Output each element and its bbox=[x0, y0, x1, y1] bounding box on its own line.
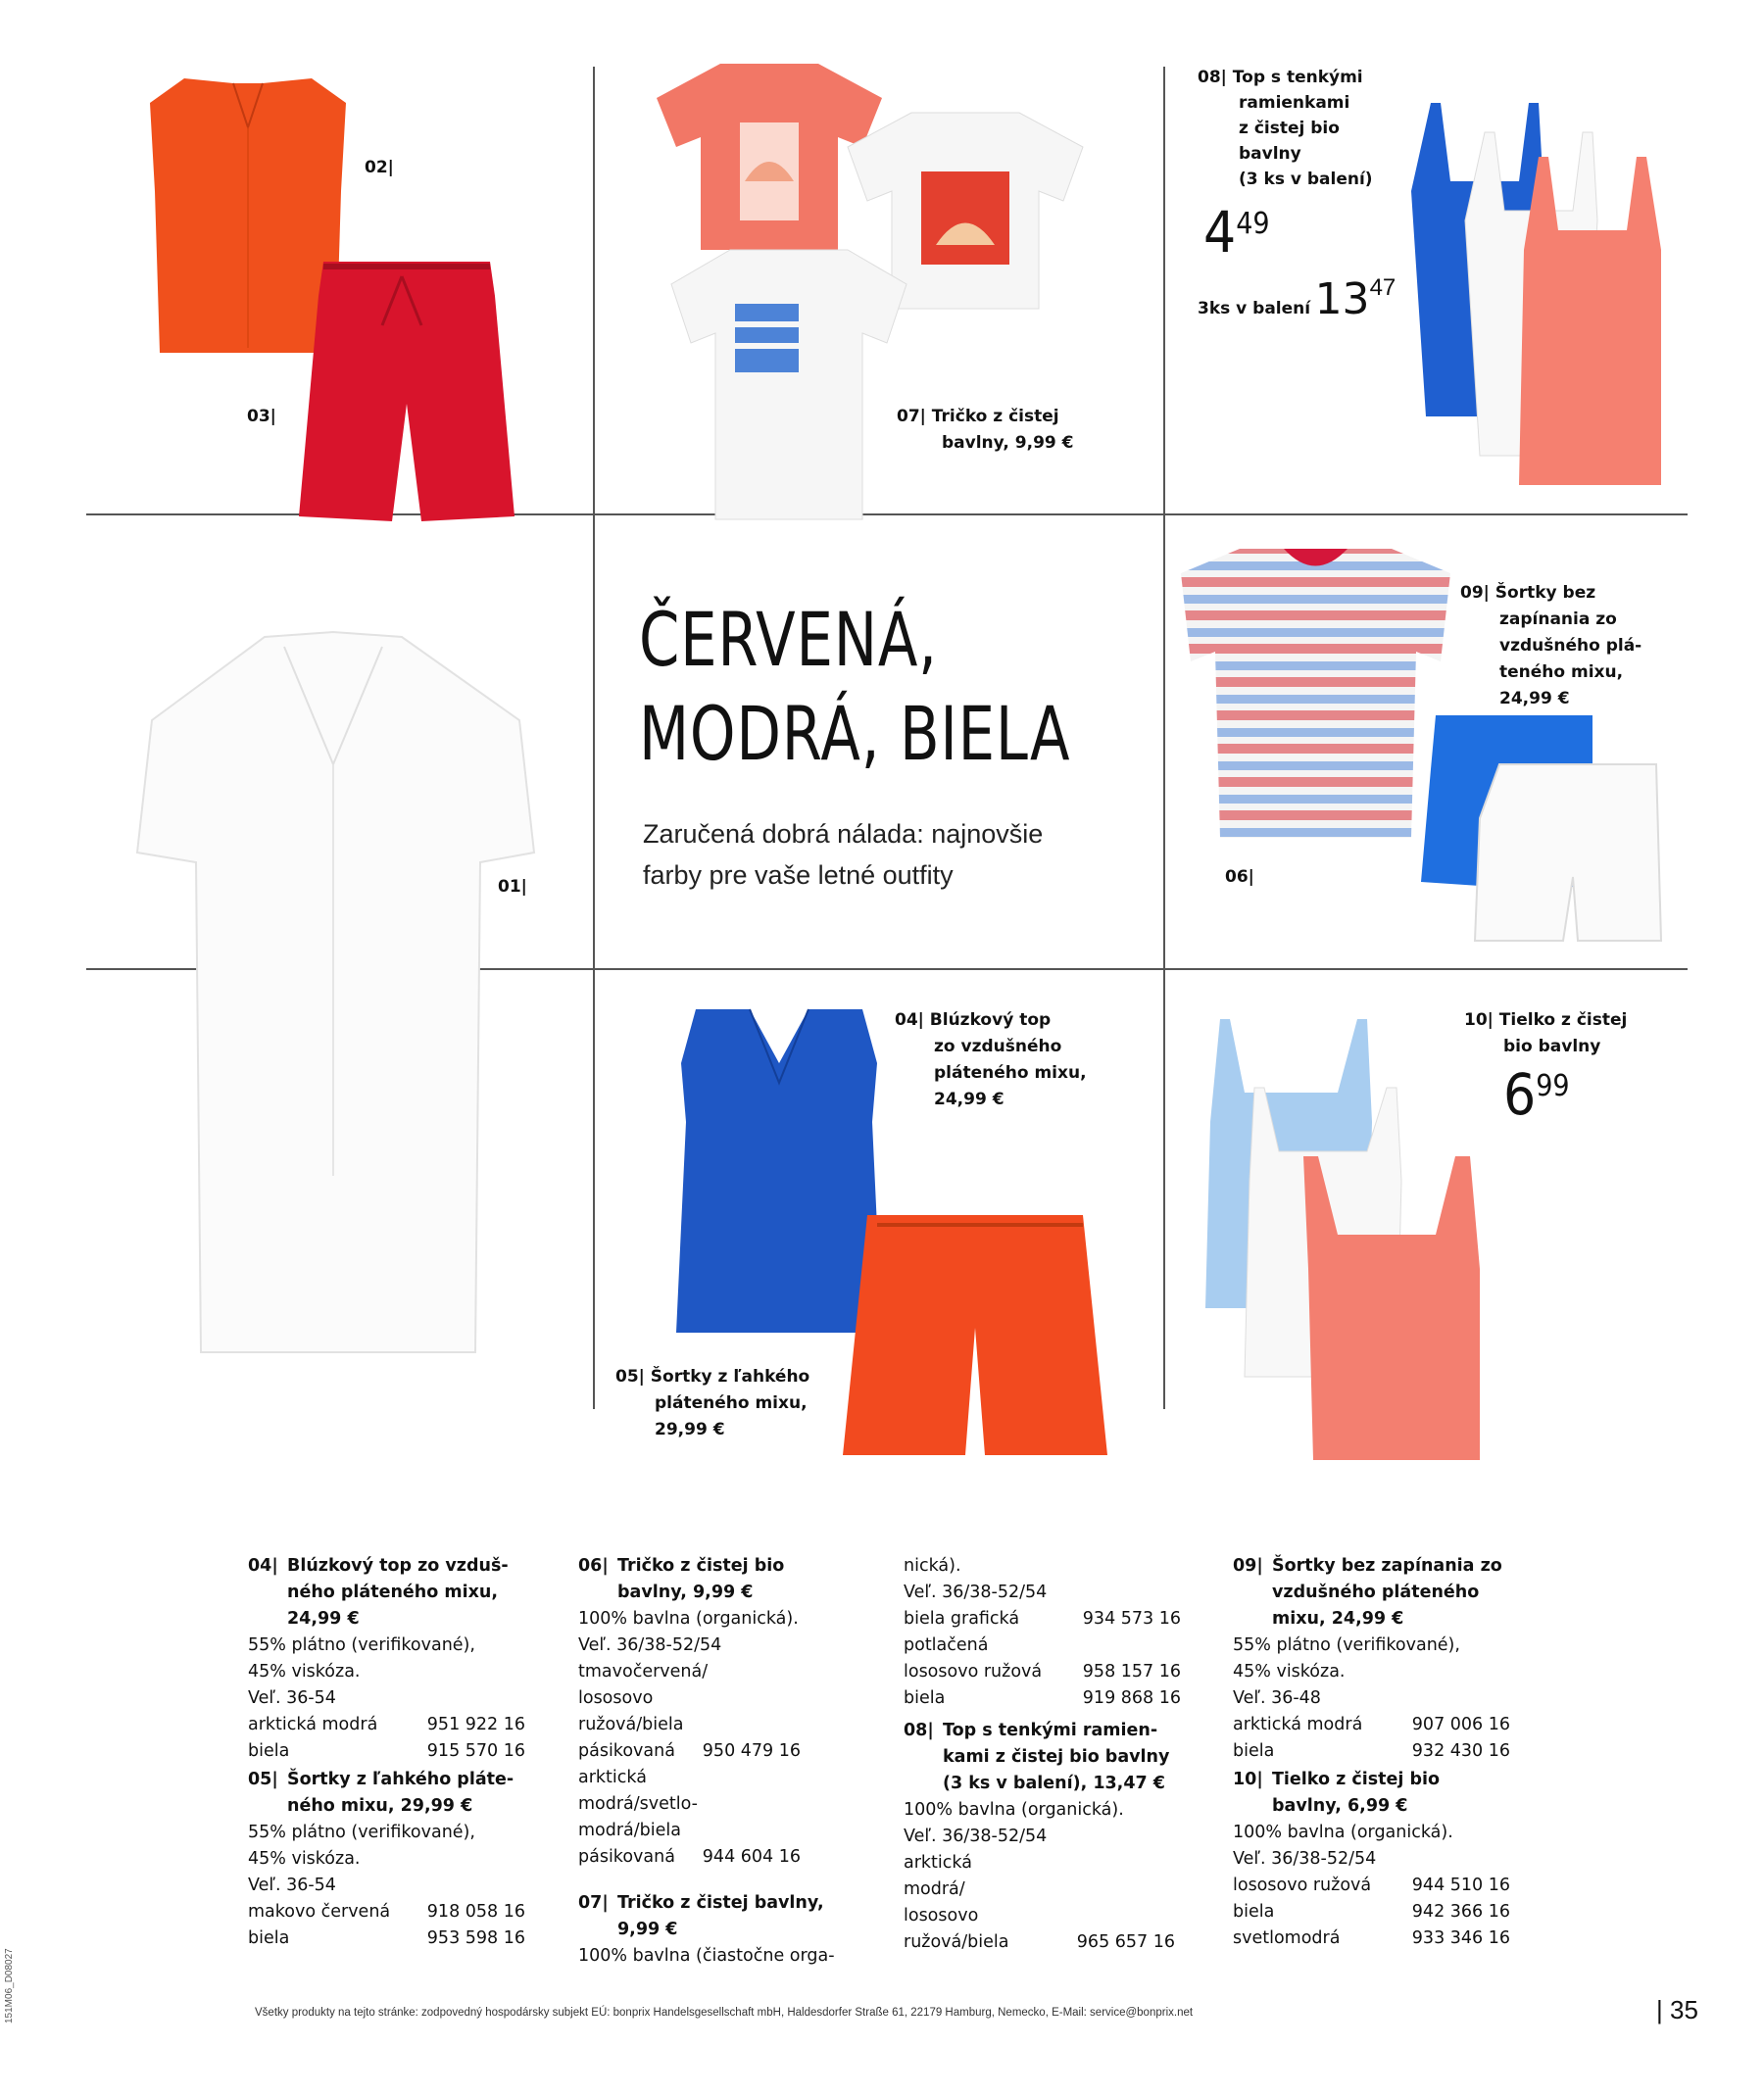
label-08-line-3: z čistej bio bbox=[1239, 119, 1340, 138]
item-05-title: Šortky z ľahkého pláte- ného mixu, 29,99 € bbox=[287, 1770, 514, 1816]
item-07-number: 07| bbox=[578, 1893, 609, 1913]
label-07-text-1: Tričko z čistej bbox=[931, 407, 1059, 426]
item-08-color-line-2: modrá/ bbox=[904, 1879, 965, 1899]
white-sun-tshirt-image bbox=[666, 245, 911, 524]
white-shorts-image bbox=[1470, 759, 1666, 946]
orange-shorts-image bbox=[838, 1210, 1112, 1460]
label-10-line-1: Tielko z čistej bbox=[1498, 1010, 1628, 1030]
label-04-line-2: zo vzdušného bbox=[934, 1037, 1062, 1056]
order-code: 942 366 16 bbox=[1411, 1902, 1510, 1922]
price-08-main: 4 bbox=[1203, 199, 1237, 266]
order-code: 950 479 16 bbox=[702, 1741, 801, 1761]
item-09-material-1: 55% plátno (verifikované), bbox=[1233, 1635, 1460, 1655]
label-05-line-2: pláteného mixu, bbox=[655, 1393, 808, 1413]
item-06-title: Tričko z čistej bio bavlny, 9,99 € bbox=[617, 1556, 785, 1602]
label-07 bbox=[897, 404, 1073, 457]
label-05-line-3: 29,99 € bbox=[655, 1420, 725, 1439]
item-09-title: Šortky bez zapínania zo vzdušného pláteného mixu, 24,99 € bbox=[1272, 1556, 1502, 1629]
page-headline bbox=[639, 593, 1070, 781]
label-07-text-2: bavlny, 9,99 € bbox=[942, 433, 1074, 453]
label-08-line-5: (3 ks v balení) bbox=[1239, 170, 1373, 189]
price-10 bbox=[1503, 1061, 1570, 1128]
item-04-title: Blúzkový top zo vzduš- ného pláteného mixu, 24,99 € bbox=[287, 1556, 509, 1629]
order-code: 958 157 16 bbox=[1082, 1662, 1181, 1682]
striped-tshirt-image bbox=[1176, 544, 1455, 843]
item-04-row-1 bbox=[248, 1712, 525, 1738]
color-name: biela bbox=[1233, 1902, 1275, 1922]
label-04-line-4: 24,99 € bbox=[934, 1090, 1004, 1109]
item-06-material: 100% bavlna (organická). bbox=[578, 1609, 799, 1629]
label-10 bbox=[1464, 1007, 1627, 1060]
item-10-row-3 bbox=[1233, 1925, 1510, 1952]
price-10-cents: 99 bbox=[1536, 1069, 1570, 1103]
item-07-title: Tričko z čistej bavlny, 9,99 € bbox=[617, 1893, 824, 1939]
label-09-line-3: vzdušného plá- bbox=[1499, 636, 1642, 656]
label-05-number: 05| bbox=[615, 1367, 645, 1387]
label-05 bbox=[615, 1364, 809, 1443]
item-04-row-2 bbox=[248, 1738, 525, 1765]
item-06-row-2 bbox=[578, 1844, 838, 1871]
item-09-material-2: 45% viskóza. bbox=[1233, 1662, 1346, 1682]
item-10-size: Veľ. 36/38-52/54 bbox=[1233, 1849, 1377, 1869]
label-04-number: 04| bbox=[895, 1010, 924, 1030]
item-10-number: 10| bbox=[1233, 1770, 1263, 1789]
item-07-material: 100% bavlna (čiastočne orga- bbox=[578, 1946, 835, 1966]
item-10-row-1 bbox=[1233, 1873, 1510, 1899]
item-05-row-1 bbox=[248, 1899, 525, 1925]
order-code: 953 598 16 bbox=[426, 1928, 525, 1948]
label-07-number: 07| bbox=[897, 407, 926, 426]
color-name: pásikovaná bbox=[578, 1741, 675, 1761]
label-02: 02| bbox=[365, 158, 394, 177]
red-shorts-image bbox=[294, 257, 519, 541]
item-04-number: 04| bbox=[248, 1556, 278, 1576]
item-05-material-1: 55% plátno (verifikované), bbox=[248, 1823, 475, 1842]
label-09-number: 09| bbox=[1460, 583, 1490, 603]
price-08-pack-cents: 47 bbox=[1369, 274, 1396, 301]
item-05-row-2 bbox=[248, 1925, 525, 1952]
label-03: 03| bbox=[247, 407, 276, 426]
order-code: 951 922 16 bbox=[426, 1715, 525, 1734]
order-code: 915 570 16 bbox=[426, 1741, 525, 1761]
item-08-size: Veľ. 36/38-52/54 bbox=[904, 1827, 1048, 1846]
item-06-color-2-line-3: modrá/biela bbox=[578, 1821, 681, 1840]
item-09-number: 09| bbox=[1233, 1556, 1263, 1576]
price-08-cents: 49 bbox=[1236, 207, 1270, 241]
order-code: 944 604 16 bbox=[702, 1847, 801, 1867]
grid-vertical-left bbox=[593, 67, 595, 1409]
item-07-row-4 bbox=[904, 1685, 1181, 1712]
label-04-line-1: Blúzkový top bbox=[929, 1010, 1052, 1030]
color-name: biela grafická bbox=[904, 1609, 1020, 1629]
item-07-row-3 bbox=[904, 1659, 1181, 1685]
item-09-size: Veľ. 36-48 bbox=[1233, 1688, 1321, 1708]
price-08-pack-label: 3ks v balení bbox=[1198, 299, 1311, 318]
label-05-line-1: Šortky z ľahkého bbox=[650, 1367, 810, 1387]
item-05-material-2: 45% viskóza. bbox=[248, 1849, 361, 1869]
item-09-row-1 bbox=[1233, 1712, 1510, 1738]
item-08-heading bbox=[904, 1718, 1181, 1797]
item-10-heading bbox=[1233, 1767, 1510, 1820]
color-name: svetlomodrá bbox=[1233, 1928, 1341, 1948]
label-09-line-5: 24,99 € bbox=[1499, 689, 1570, 708]
item-08-material: 100% bavlna (organická). bbox=[904, 1800, 1124, 1820]
item-07-material-cont: nická). bbox=[904, 1556, 961, 1576]
item-04-heading bbox=[248, 1553, 525, 1633]
item-10-material: 100% bavlna (organická). bbox=[1233, 1823, 1453, 1842]
item-10-row-2 bbox=[1233, 1899, 1510, 1925]
item-06-color-1-line-2: lososovo bbox=[578, 1688, 654, 1708]
color-name: arktická modrá bbox=[248, 1715, 378, 1734]
label-08-number: 08| bbox=[1198, 68, 1227, 87]
color-name: arktická modrá bbox=[1233, 1715, 1363, 1734]
info-column-4 bbox=[1233, 1553, 1510, 1952]
item-09-row-2 bbox=[1233, 1738, 1510, 1765]
color-name: biela bbox=[904, 1688, 946, 1708]
item-06-number: 06| bbox=[578, 1556, 609, 1576]
item-06-color-2-line-2: modrá/svetlo- bbox=[578, 1794, 698, 1814]
label-10-number: 10| bbox=[1464, 1010, 1494, 1030]
label-04 bbox=[895, 1007, 1087, 1113]
item-06-size: Veľ. 36/38-52/54 bbox=[578, 1635, 722, 1655]
item-04-material-1: 55% plátno (verifikované), bbox=[248, 1635, 475, 1655]
info-column-2 bbox=[578, 1553, 838, 1970]
color-name: biela bbox=[1233, 1741, 1275, 1761]
info-column-1 bbox=[248, 1553, 525, 1952]
tank-tops-pack-image bbox=[1411, 93, 1686, 490]
white-dress-image bbox=[137, 627, 534, 1357]
item-08-color-line-3: lososovo bbox=[904, 1906, 979, 1925]
label-08 bbox=[1198, 65, 1373, 192]
item-06-color-2-line-1: arktická bbox=[578, 1768, 647, 1787]
item-08-number: 08| bbox=[904, 1721, 934, 1740]
color-name: makovo červená bbox=[248, 1902, 391, 1922]
grid-vertical-right bbox=[1163, 67, 1165, 1409]
label-09-line-1: Šortky bez bbox=[1494, 583, 1596, 603]
info-column-3 bbox=[904, 1553, 1181, 1956]
color-name: biela bbox=[248, 1928, 290, 1948]
order-code: 944 510 16 bbox=[1411, 1876, 1510, 1895]
item-04-material-2: 45% viskóza. bbox=[248, 1662, 361, 1682]
label-09-line-2: zapínania zo bbox=[1499, 609, 1617, 629]
headline-line-1: ČERVENÁ, bbox=[639, 596, 938, 683]
label-08-line-2: ramienkami bbox=[1239, 93, 1350, 113]
side-code: 151M06_D08027 bbox=[4, 1948, 15, 2023]
headline-line-2: MODRÁ, BIELA bbox=[639, 690, 1071, 777]
color-name: ružová/biela bbox=[904, 1932, 1009, 1952]
item-06-row-1 bbox=[578, 1738, 838, 1765]
label-06: 06| bbox=[1225, 867, 1254, 887]
order-code: 907 006 16 bbox=[1411, 1715, 1510, 1734]
page-subline: Zaručená dobrá nálada: najnovšie farby pre vaše letné outfity bbox=[643, 819, 1044, 890]
item-05-heading bbox=[248, 1767, 525, 1820]
order-code: 933 346 16 bbox=[1411, 1928, 1510, 1948]
label-10-line-2: bio bavlny bbox=[1503, 1037, 1601, 1056]
order-code: 932 430 16 bbox=[1411, 1741, 1510, 1761]
order-code: 918 058 16 bbox=[426, 1902, 525, 1922]
color-name: lososovo ružová bbox=[1233, 1876, 1372, 1895]
label-09-line-4: teného mixu, bbox=[1499, 662, 1624, 682]
item-08-title: Top s tenkými ramien- kami z čistej bio bavlny (3 ks v balení), 13,47 € bbox=[943, 1721, 1170, 1793]
price-08 bbox=[1203, 199, 1270, 266]
item-08-color-line-1: arktická bbox=[904, 1853, 972, 1873]
color-name: pásikovaná bbox=[578, 1847, 675, 1867]
order-code: 919 868 16 bbox=[1082, 1688, 1181, 1708]
label-09 bbox=[1460, 580, 1642, 712]
order-code: 934 573 16 bbox=[1082, 1609, 1181, 1629]
label-08-line-1: Top s tenkými bbox=[1232, 68, 1363, 87]
label-04-line-3: pláteného mixu, bbox=[934, 1063, 1087, 1083]
order-code: 965 657 16 bbox=[1076, 1932, 1175, 1952]
label-08-line-4: bavlny bbox=[1239, 144, 1301, 164]
tank-tops-set-image bbox=[1200, 1014, 1537, 1465]
item-05-number: 05| bbox=[248, 1770, 278, 1789]
item-08-row-1 bbox=[904, 1929, 1181, 1956]
label-01: 01| bbox=[498, 877, 527, 897]
item-10-title: Tielko z čistej bio bavlny, 6,99 € bbox=[1272, 1770, 1441, 1816]
footer-legal-text: Všetky produkty na tejto stránke: zodpovedný hospodársky subjekt EÚ: bonprix Handelsgesellschaft mbH, Haldesdorfer Straße 61, 22179 Hamburg, Nemecko, E-Mail: service@bonprix.net bbox=[255, 2007, 1194, 2019]
page-number: | 35 bbox=[1656, 1995, 1698, 2024]
item-07-size: Veľ. 36/38-52/54 bbox=[904, 1583, 1048, 1602]
item-06-heading bbox=[578, 1553, 838, 1606]
item-07-heading bbox=[578, 1890, 838, 1943]
item-09-heading bbox=[1233, 1553, 1510, 1633]
color-name: biela bbox=[248, 1741, 290, 1761]
item-06-color-1-line-3: ružová/biela bbox=[578, 1715, 684, 1734]
item-06-color-1-line-1: tmavočervená/ bbox=[578, 1662, 709, 1682]
price-08-pack-main: 13 bbox=[1314, 274, 1370, 324]
color-name: lososovo ružová bbox=[904, 1662, 1043, 1682]
price-10-main: 6 bbox=[1503, 1061, 1537, 1128]
price-08-pack bbox=[1198, 274, 1396, 324]
color-name: potlačená bbox=[904, 1635, 989, 1655]
item-05-size: Veľ. 36-54 bbox=[248, 1876, 336, 1895]
item-04-size: Veľ. 36-54 bbox=[248, 1688, 336, 1708]
